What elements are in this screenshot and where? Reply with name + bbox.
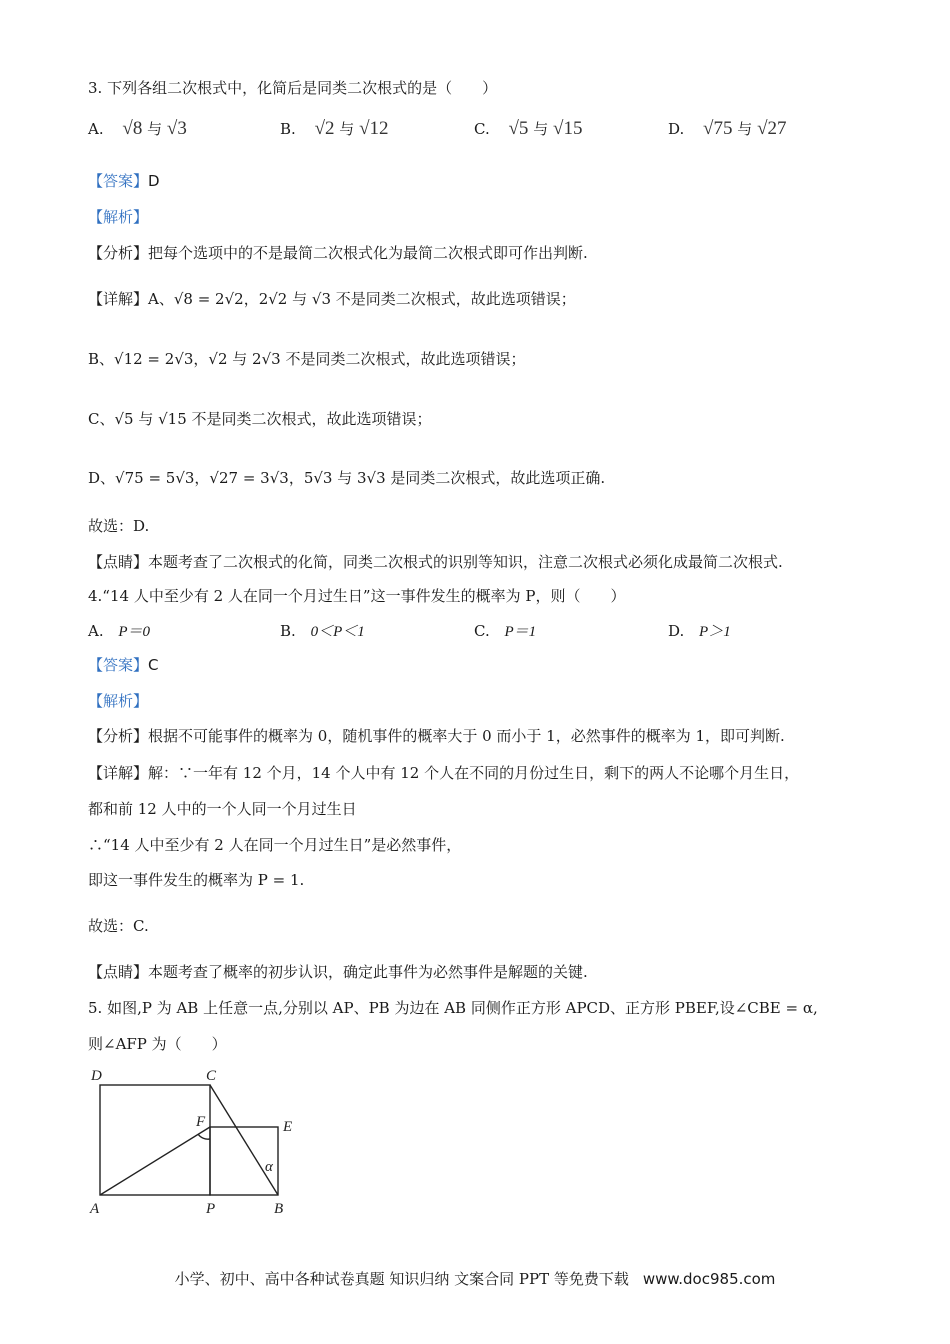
answer-value: D [148,172,160,190]
radical-b: √12 [359,118,389,139]
radical-a: √2 [314,118,335,139]
option-letter: D. [668,120,685,138]
q3-option-b [280,118,389,140]
label-b: B [274,1201,284,1217]
comment-tag: 【点睛】 [88,553,149,571]
joiner: 与 [147,120,163,138]
answer-value: C [148,656,159,674]
fenxi-tag: 【分析】 [88,727,149,745]
radical-b: √3 [166,118,187,139]
square-apcd [100,1085,210,1195]
q4-detail-1 [88,762,799,784]
page-footer [0,1268,950,1289]
joiner: 与 [339,120,355,138]
label-p: P [206,1201,216,1217]
footer-text: 小学、初中、高中各种试卷真题 知识归纳 文案合同 PPT 等免费下载 [174,1270,629,1288]
q3-option-a [88,118,187,140]
answer-tag: 【答案】 [88,656,149,674]
q4-answer-line [88,654,159,676]
label-alpha: α [265,1159,273,1175]
option-letter: C. [474,622,490,640]
joiner: 与 [533,120,549,138]
label-a: A [90,1201,100,1217]
q4-choose: 故选：C. [88,917,149,935]
option-letter: C. [474,120,490,138]
q5-question-line2: 则∠AFP 为（ ） [88,1035,227,1053]
option-letter: A. [88,622,104,640]
fenxi-text: 把每个选项中的不是最简二次根式化为最简二次根式即可作出判断. [148,244,588,262]
q4-option-d [668,620,731,643]
q5-figure [85,1060,315,1220]
option-letter: B. [280,622,296,640]
q4-analysis-tag: 【解析】 [88,692,149,710]
label-d: D [91,1068,102,1084]
radical-b: √27 [757,118,787,139]
q4-option-a [88,620,150,643]
segment-af [100,1127,210,1195]
q5-question-line1: 5. 如图,P 为 AB 上任意一点,分别以 AP、PB 为边在 AB 同侧作正方形 APCD、正方形 PBEF,设∠CBE = α, [88,999,818,1017]
option-text: P＝0 [118,624,151,640]
option-letter: A. [88,120,104,138]
q3-comment [88,551,783,573]
detail-tag: 【详解】 [88,764,149,782]
q4-detail-4: 即这一事件发生的概率为 P = 1. [88,871,305,889]
joiner: 与 [737,120,753,138]
comment-text: 本题考查了概率的初步认识，确定此事件为必然事件是解题的关键. [148,963,588,981]
detail-text: 解：∵一年有 12 个月，14 个人中有 12 个人在不同的月份过生日，剩下的两人不论哪个月生日， [148,764,800,782]
q3-option-c [474,118,582,140]
label-f: F [196,1114,206,1130]
option-text: 0＜P＜1 [310,624,365,640]
q3-detail-c: C、√5 与 √15 不是同类二次根式，故此选项错误； [88,410,432,428]
radical-b: √15 [553,118,583,139]
option-letter: B. [280,120,296,138]
fenxi-tag: 【分析】 [88,244,149,262]
q3-analysis-tag: 【解析】 [88,208,149,226]
q3-detail [88,288,576,310]
q3-option-d [668,118,787,140]
option-text: P＞1 [699,624,731,640]
segment-cb [210,1085,278,1195]
q3-question: 3. 下列各组二次根式中，化简后是同类二次根式的是（ ） [88,79,498,97]
q4-detail-2: 都和前 12 人中的一个人同一个月过生日 [88,800,357,818]
angle-afp-arc [198,1134,210,1139]
label-e: E [283,1119,293,1135]
detail-a: A、√8 = 2√2，2√2 与 √3 不是同类二次根式，故此选项错误； [148,290,576,308]
radical-a: √5 [508,118,529,139]
q4-comment [88,961,588,983]
q4-detail-3: ∴“14 人中至少有 2 人在同一个月过生日”是必然事件， [88,836,462,854]
option-letter: D. [668,622,685,640]
q4-option-b [280,620,365,643]
radical-a: √75 [703,118,733,139]
option-text: P＝1 [504,624,537,640]
q3-answer-line [88,170,160,192]
answer-tag: 【答案】 [88,172,149,190]
radical-a: √8 [122,118,143,139]
q3-detail-b: B、√12 = 2√3，√2 与 2√3 不是同类二次根式，故此选项错误； [88,350,526,368]
q4-fenxi [88,725,785,747]
q4-question: 4.“14 人中至少有 2 人在同一个月过生日”这一事件发生的概率为 P，则（ ） [88,587,626,605]
q3-detail-d: D、√75 = 5√3，√27 = 3√3，5√3 与 3√3 是同类二次根式，故此选项正确. [88,469,606,487]
q3-choose: 故选：D. [88,517,150,535]
comment-text: 本题考查了二次根式的化简，同类二次根式的识别等知识，注意二次根式必须化成最简二次根式. [148,553,783,571]
footer-url[interactable]: www.doc985.com [642,1270,776,1288]
q3-fenxi [88,242,588,264]
comment-tag: 【点睛】 [88,963,149,981]
label-c: C [206,1068,217,1084]
detail-tag: 【详解】 [88,290,149,308]
fenxi-text: 根据不可能事件的概率为 0，随机事件的概率大于 0 而小于 1，必然事件的概率为 1，即可判断. [148,727,785,745]
q4-option-c [474,620,536,643]
